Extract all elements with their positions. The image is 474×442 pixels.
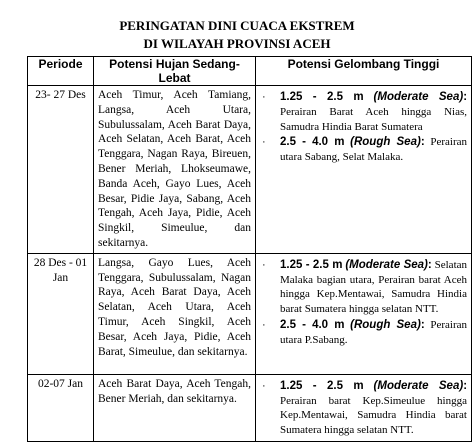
wave-list — [258, 90, 467, 165]
rain-cell: Aceh Barat Daya, Aceh Tengah, Bener Meriah, dan sekitarnya. — [94, 374, 256, 441]
wave-height: 2.5 - 4.0 m — [280, 136, 345, 149]
wave-separator: : — [420, 136, 425, 149]
period-cell: 23- 27 Des — [28, 86, 94, 254]
document-title — [0, 17, 474, 53]
wave-areas: Perairan utara Sabang, Selat Malaka. — [280, 136, 468, 164]
wave-height: 1.25 - 2.5 m — [280, 258, 343, 271]
wave-areas: Selatan Malaka bagian utara, Perairan barat Aceh hingga Kep.Mentawai, Samudra Hindia barat Sumatera hingga selatan NTT. — [280, 258, 468, 316]
wave-areas: Perairan utara P.Sabang. — [280, 318, 468, 346]
table-row — [28, 86, 472, 254]
wave-item — [258, 90, 467, 134]
warning-table — [27, 56, 472, 442]
wave-height: 1.25 - 2.5 m — [280, 379, 364, 392]
rain-cell: Langsa, Gayo Lues, Aceh Tenggara, Subulussalam, Nagan Raya, Aceh Barat Daya, Aceh Selatan, Aceh Utara, Aceh Timur, Aceh Singkil, Aceh Besar, Aceh Jaya, Pidie, Aceh Barat, Simeulue, dan sekitarnya. — [94, 253, 256, 374]
header-gelombang: Potensi Gelombang Tinggi — [256, 57, 472, 86]
wave-separator: : — [420, 318, 425, 331]
wave-list — [258, 258, 467, 348]
wave-areas: Perairan Barat Aceh hingga Nias, Samudra Hindia Barat Sumatera — [280, 105, 467, 133]
wave-separator: : — [463, 91, 468, 103]
wave-item — [258, 258, 467, 317]
title-line-2: DI WILAYAH PROVINSI ACEH — [143, 36, 331, 51]
bullet-icon: · — [262, 91, 266, 103]
wave-item — [258, 379, 467, 438]
bullet-icon: · — [262, 136, 266, 149]
wave-item — [258, 135, 467, 165]
wave-separator: : — [427, 258, 432, 271]
wave-separator: : — [463, 379, 468, 392]
bullet-icon: · — [262, 258, 266, 271]
table-row — [28, 253, 472, 374]
sea-state: (Moderate Sea) — [373, 379, 464, 392]
sea-state: (Moderate Sea) — [373, 91, 464, 103]
sea-state: (Rough Sea) — [350, 318, 421, 331]
table-header-row — [28, 57, 472, 86]
wave-cell — [256, 374, 472, 441]
wave-height: 2.5 - 4.0 m — [280, 318, 345, 331]
bullet-icon: · — [262, 379, 266, 392]
wave-item — [258, 318, 467, 348]
bullet-icon: · — [262, 318, 266, 331]
header-periode: Periode — [28, 57, 94, 86]
wave-height: 1.25 - 2.5 m — [280, 91, 364, 103]
rain-cell: Aceh Timur, Aceh Tamiang, Langsa, Aceh Utara, Subulussalam, Aceh Barat Daya, Aceh Selatan, Aceh Barat, Aceh Tenggara, Nagan Raya, Bireuen, Bener Meriah, Lhokseumawe, Banda Aceh, Gayo Lues, Aceh Besar, Pidie Jaya, Sabang, Aceh Tengah, Aceh Jaya, Pidie, Aceh Singkil, Simeulue, dan sekitarnya. — [94, 86, 256, 254]
sea-state: (Moderate Sea) — [345, 258, 428, 271]
wave-cell — [256, 253, 472, 374]
wave-list — [258, 379, 467, 438]
title-line-1: PERINGATAN DINI CUACA EKSTREM — [119, 18, 355, 33]
sea-state: (Rough Sea) — [350, 136, 421, 149]
period-cell: 28 Des - 01 Jan — [28, 253, 94, 374]
wave-areas: Perairan barat Kep.Simeulue hingga Kep.Mentawai, Samudra Hindia barat Sumatera hingga selatan NTT. — [280, 394, 467, 437]
table-row — [28, 374, 472, 441]
period-cell: 02-07 Jan — [28, 374, 94, 441]
wave-cell — [256, 86, 472, 254]
header-hujan: Potensi Hujan Sedang-Lebat — [94, 57, 256, 86]
